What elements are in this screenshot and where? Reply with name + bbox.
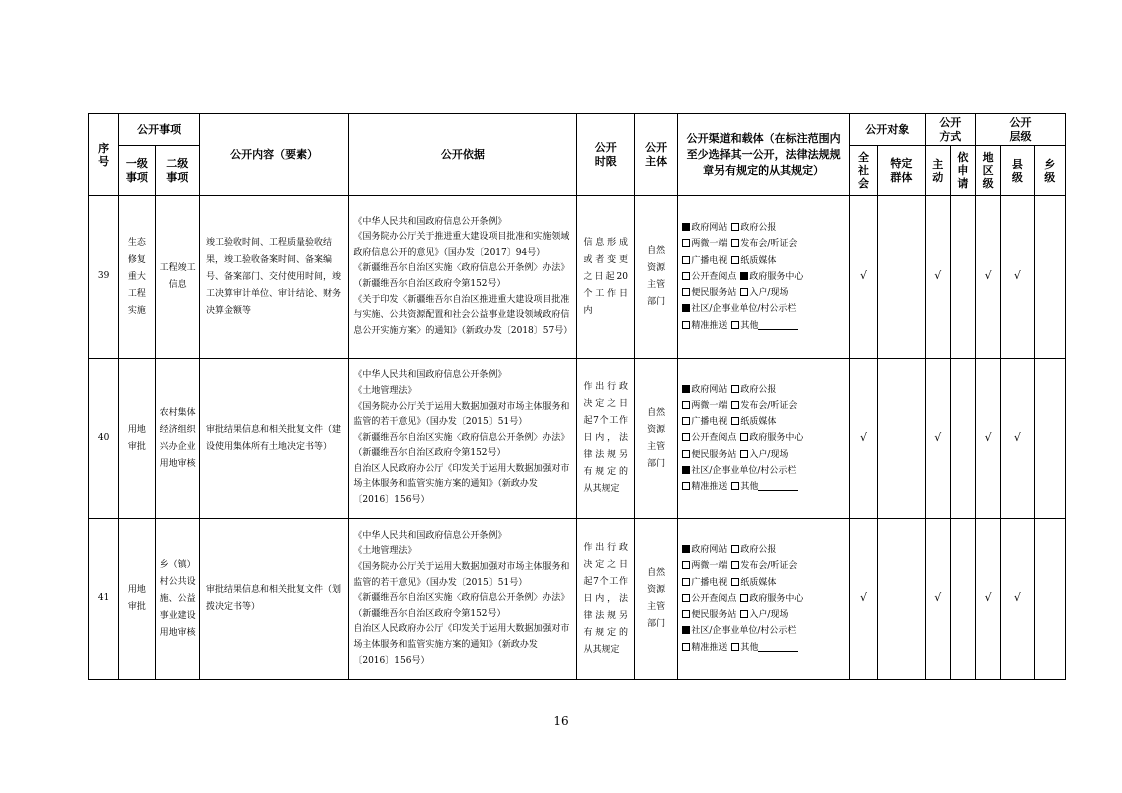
cell-subject (634, 519, 677, 680)
table-row (89, 359, 1066, 519)
header-subject: 公开主体 (634, 114, 677, 196)
channel-option (682, 466, 796, 476)
empty-checkbox-icon (682, 272, 690, 280)
channel-option (740, 288, 788, 298)
cell-region (976, 519, 1001, 680)
channel-option (731, 482, 798, 492)
empty-checkbox-icon (740, 610, 748, 618)
channel-option (682, 304, 796, 314)
empty-checkbox-icon (740, 450, 748, 458)
channel-line (682, 398, 845, 414)
channel-option (731, 545, 776, 555)
cell-content (200, 519, 349, 680)
channel-option (682, 417, 727, 427)
cell-county (1001, 196, 1034, 359)
basis-entry: 自治区人民政府办公厅《印发关于运用大数据加强对市场主体服务和监管实施方案的通知》（新政办发〔2016〕156号） (353, 463, 570, 506)
channel-option (682, 482, 727, 492)
basis-entry: 《新疆维吾尔自治区实施〈政府信息公开条例〉办法》（新疆维吾尔自治区政府令第152号） (353, 593, 570, 619)
channel-line (682, 253, 845, 269)
channel-label: 社区/企事业单位/村公示栏 (691, 626, 797, 637)
blank-underline (758, 480, 798, 491)
disclosure-content: 审批结果信息和相关批复文件（建设使用集体所有土地决定书等） (206, 424, 342, 452)
cell-active (925, 359, 950, 519)
channel-option (731, 223, 776, 233)
header-region: 地区级 (976, 146, 1001, 196)
channel-option (740, 450, 788, 460)
header-on-request: 依申请 (950, 146, 975, 196)
filled-checkbox-icon (682, 304, 690, 312)
channel-option (682, 626, 796, 636)
cell-channels (678, 359, 850, 519)
cell-level2 (155, 359, 199, 519)
channel-label: 纸质媒体 (740, 255, 777, 266)
channel-label: 政府公报 (740, 384, 777, 395)
check-mark-icon: √ (934, 430, 942, 444)
channel-label: 政府服务中心 (749, 593, 804, 604)
header-level2: 二级事项 (155, 146, 199, 196)
cell-subject (634, 196, 677, 359)
cell-basis (349, 519, 577, 680)
channel-label: 便民服务站 (691, 288, 737, 299)
empty-checkbox-icon (731, 256, 739, 264)
empty-checkbox-icon (682, 417, 690, 425)
empty-checkbox-icon (731, 545, 739, 553)
channel-line (682, 623, 845, 639)
channel-label: 公开查阅点 (691, 271, 737, 282)
filled-checkbox-icon (682, 466, 690, 474)
cell-content (200, 359, 349, 519)
empty-checkbox-icon (682, 288, 690, 296)
empty-checkbox-icon (740, 433, 748, 441)
channel-option (731, 256, 776, 266)
check-mark-icon: √ (860, 430, 868, 444)
channel-label: 便民服务站 (691, 449, 737, 460)
subject: 自然资源主管部门 (647, 246, 666, 307)
channel-option (731, 401, 797, 411)
subject: 自然资源主管部门 (647, 407, 666, 469)
channel-option (682, 433, 736, 443)
channel-label: 广播电视 (691, 255, 728, 266)
cell-level2 (155, 196, 199, 359)
channel-line (682, 542, 845, 558)
basis-entry: 自治区人民政府办公厅《印发关于运用大数据加强对市场主体服务和监管实施方案的通知》（新政办发〔2016〕156号） (353, 624, 570, 666)
channel-label: 两微一端 (691, 239, 728, 250)
empty-checkbox-icon (731, 482, 739, 490)
channel-option (740, 610, 788, 620)
check-mark-icon: √ (1013, 430, 1021, 444)
empty-checkbox-icon (682, 578, 690, 586)
header-content: 公开内容（要素） (200, 114, 349, 196)
basis-entry: 《土地管理法》 (353, 546, 417, 557)
cell-specific-group (878, 359, 925, 519)
empty-checkbox-icon (682, 594, 690, 602)
channel-option (682, 594, 736, 604)
channel-line (682, 269, 845, 285)
channel-option (682, 643, 727, 653)
subject: 自然资源主管部门 (647, 568, 666, 629)
cell-basis (349, 196, 577, 359)
empty-checkbox-icon (731, 417, 739, 425)
channel-line (682, 640, 845, 656)
channel-line (682, 463, 845, 479)
cell-serial (89, 359, 119, 519)
cell-serial (89, 519, 119, 680)
cell-active (925, 519, 950, 680)
filled-checkbox-icon (740, 272, 748, 280)
basis-entry: 《新疆维吾尔自治区实施〈政府信息公开条例〉办法》（新疆维吾尔自治区政府令第152号） (353, 432, 570, 459)
empty-checkbox-icon (682, 450, 690, 458)
channel-label: 精准推送 (691, 320, 728, 331)
table-row (89, 196, 1066, 359)
channel-line (682, 414, 845, 430)
basis-entry: 《中华人民共和国政府信息公开条例》 (353, 370, 507, 381)
channel-line (682, 301, 845, 317)
header-specific-group: 特定群体 (878, 146, 925, 196)
cell-basis (349, 359, 577, 519)
check-mark-icon: √ (984, 430, 992, 444)
channel-label: 政府服务中心 (749, 433, 804, 444)
channel-label: 入户/现场 (749, 610, 789, 621)
channel-option (740, 594, 803, 604)
channel-option (731, 321, 798, 331)
header-active: 主动 (925, 146, 950, 196)
header-items: 公开事项 (119, 114, 200, 146)
channel-line (682, 285, 845, 301)
channel-option (731, 561, 797, 571)
empty-checkbox-icon (682, 643, 690, 651)
check-mark-icon: √ (1013, 269, 1021, 283)
channel-label: 公开查阅点 (691, 593, 737, 604)
empty-checkbox-icon (682, 256, 690, 264)
channel-option (682, 256, 727, 266)
cell-level1 (119, 359, 155, 519)
channel-label: 纸质媒体 (740, 577, 777, 588)
channel-label: 发布会/听证会 (740, 561, 798, 572)
header-time-limit: 公开时限 (577, 114, 635, 196)
channel-option (682, 239, 727, 249)
disclosure-content: 竣工验收时间、工程质量验收结果，竣工验收备案时间、备案编号、备案部门、交付使用时间，竣工决算审计单位、审计结论、财务决算金额等 (206, 237, 342, 316)
channel-option (740, 433, 803, 443)
channel-label: 发布会/听证会 (740, 400, 798, 411)
check-mark-icon: √ (1013, 591, 1021, 605)
check-mark-icon: √ (934, 591, 942, 605)
empty-checkbox-icon (682, 321, 690, 329)
channel-option (682, 450, 736, 460)
channel-label: 两微一端 (691, 400, 728, 411)
channel-option (682, 578, 727, 588)
channel-option (682, 610, 736, 620)
cell-channels (678, 196, 850, 359)
empty-checkbox-icon (731, 561, 739, 569)
disclosure-table (88, 113, 1066, 680)
cell-on-request (950, 519, 975, 680)
empty-checkbox-icon (731, 321, 739, 329)
cell-serial (89, 196, 119, 359)
serial-number: 41 (97, 593, 110, 604)
channel-label: 广播电视 (691, 417, 728, 428)
channel-label: 其他 (740, 320, 759, 331)
channel-label: 精准推送 (691, 642, 728, 653)
basis-entry: 《关于印发〈新疆维吾尔自治区推进重大建设项目批准与实施、公共资源配置和社会公益事业建设领域政府信息公开实施方案〉的通知》（新政办发〔2018〕57号） (353, 294, 573, 336)
empty-checkbox-icon (682, 433, 690, 441)
channel-label: 政府网站 (691, 223, 728, 234)
channel-line (682, 236, 845, 252)
channel-option (731, 385, 776, 395)
empty-checkbox-icon (731, 401, 739, 409)
empty-checkbox-icon (682, 561, 690, 569)
level1-item: 生态修复重大工程实施 (127, 237, 146, 316)
channel-label: 公开查阅点 (691, 433, 737, 444)
check-mark-icon: √ (984, 591, 992, 605)
channel-option (731, 239, 797, 249)
header-serial: 序号 (89, 114, 119, 196)
empty-checkbox-icon (682, 482, 690, 490)
channel-option (682, 223, 727, 233)
empty-checkbox-icon (682, 610, 690, 618)
channel-line (682, 591, 845, 607)
channel-label: 社区/企事业单位/村公示栏 (691, 465, 797, 476)
cell-content (200, 196, 349, 359)
level1-item: 用地审批 (127, 585, 146, 612)
serial-number: 40 (97, 432, 110, 443)
channel-label: 政府公报 (740, 223, 777, 234)
header-tier: 公开层级 (976, 114, 1066, 146)
cell-region (976, 196, 1001, 359)
channel-line (682, 447, 845, 463)
basis-entry: 《国务院办公厅关于运用大数据加强对市场主体服务和监管的若干意见》（国办发〔2015〕51号） (353, 401, 570, 428)
channel-label: 广播电视 (691, 577, 728, 588)
empty-checkbox-icon (740, 288, 748, 296)
header-whole-society: 全社会 (849, 146, 877, 196)
cell-channels (678, 519, 850, 680)
channel-label: 其他 (740, 482, 759, 492)
channel-line (682, 607, 845, 623)
cell-county (1001, 519, 1034, 680)
basis-entry: 《中华人民共和国政府信息公开条例》 (353, 530, 507, 541)
basis-entry: 《国务院办公厅关于推进重大建设项目批准和实施领域政府信息公开的意见》（国办发〔2017〕94号） (353, 232, 570, 258)
cell-township (1034, 196, 1065, 359)
filled-checkbox-icon (682, 385, 690, 393)
check-mark-icon: √ (934, 269, 942, 283)
cell-level2 (155, 519, 199, 680)
check-mark-icon: √ (860, 269, 868, 283)
cell-whole-society (849, 359, 877, 519)
channel-option (682, 401, 727, 411)
empty-checkbox-icon (682, 239, 690, 247)
channel-option (731, 578, 776, 588)
channel-option (682, 545, 727, 555)
filled-checkbox-icon (682, 545, 690, 553)
channel-label: 政府公报 (740, 545, 777, 556)
basis-entry: 《新疆维吾尔自治区实施〈政府信息公开条例〉办法》（新疆维吾尔自治区政府令第152号） (353, 263, 570, 289)
channel-option (682, 385, 727, 395)
cell-region (976, 359, 1001, 519)
channel-line (682, 220, 845, 236)
channel-line (682, 575, 845, 591)
empty-checkbox-icon (731, 239, 739, 247)
cell-time-limit (577, 196, 635, 359)
channel-line (682, 430, 845, 446)
cell-on-request (950, 359, 975, 519)
serial-number: 39 (97, 271, 110, 282)
channel-line (682, 558, 845, 574)
channel-line (682, 318, 845, 334)
channel-label: 政府服务中心 (749, 271, 804, 282)
channel-option (740, 272, 803, 282)
blank-underline (758, 641, 798, 652)
header-method: 公开方式 (925, 114, 975, 146)
cell-whole-society (849, 519, 877, 680)
time-limit: 信息形成或者变更之日起20个工作日内 (583, 237, 628, 316)
basis-entry: 《土地管理法》 (353, 385, 417, 396)
filled-checkbox-icon (682, 626, 690, 634)
empty-checkbox-icon (682, 401, 690, 409)
channel-option (731, 417, 776, 427)
cell-time-limit (577, 519, 635, 680)
empty-checkbox-icon (731, 385, 739, 393)
check-mark-icon: √ (984, 269, 992, 283)
basis-entry: 《国务院办公厅关于运用大数据加强对市场主体服务和监管的若干意见》（国办发〔2015〕51号） (353, 562, 570, 588)
channel-label: 其他 (740, 642, 759, 653)
channel-label: 入户/现场 (749, 449, 789, 460)
channel-option (682, 272, 736, 282)
time-limit: 作出行政决定之日起7个工作日内，法律法规另有规定的从其规定 (583, 382, 628, 494)
cell-township (1034, 359, 1065, 519)
header-channels: 公开渠道和载体（在标注范围内至少选择其一公开，法律法规规章另有规定的从其规定） (678, 114, 850, 196)
header-basis: 公开依据 (349, 114, 577, 196)
cell-specific-group (878, 519, 925, 680)
channel-label: 便民服务站 (691, 610, 737, 621)
cell-county (1001, 359, 1034, 519)
header-level1: 一级事项 (119, 146, 155, 196)
channel-option (682, 561, 727, 571)
channel-label: 发布会/听证会 (740, 239, 798, 250)
cell-whole-society (849, 196, 877, 359)
basis-entry: 《中华人民共和国政府信息公开条例》 (353, 216, 507, 227)
disclosure-content: 审批结果信息和相关批复文件（划拨决定书等） (206, 585, 342, 612)
check-mark-icon: √ (860, 591, 868, 605)
level1-item: 用地审批 (127, 424, 146, 452)
channel-label: 政府网站 (691, 384, 728, 395)
channel-line (682, 382, 845, 398)
channel-label: 两微一端 (691, 561, 728, 572)
blank-underline (758, 319, 798, 330)
cell-level1 (119, 519, 155, 680)
time-limit: 作出行政决定之日起7个工作日内，法律法规另有规定的从其规定 (583, 542, 628, 655)
header-township: 乡级 (1034, 146, 1065, 196)
level2-item: 农村集体经济组织兴办企业用地审核 (159, 407, 196, 469)
cell-time-limit (577, 359, 635, 519)
channel-option (682, 288, 736, 298)
table-header (89, 114, 1066, 196)
cell-on-request (950, 196, 975, 359)
page-number: 16 (553, 714, 569, 728)
empty-checkbox-icon (740, 594, 748, 602)
channel-label: 精准推送 (691, 482, 728, 492)
header-county: 县级 (1001, 146, 1034, 196)
level2-item: 工程竣工信息 (159, 263, 196, 290)
empty-checkbox-icon (731, 223, 739, 231)
cell-township (1034, 519, 1065, 680)
cell-level1 (119, 196, 155, 359)
channel-line (682, 479, 845, 495)
channel-label: 入户/现场 (749, 288, 789, 299)
cell-specific-group (878, 196, 925, 359)
cell-subject (634, 359, 677, 519)
header-audience: 公开对象 (849, 114, 925, 146)
empty-checkbox-icon (731, 643, 739, 651)
table-body (89, 196, 1066, 680)
channel-label: 政府网站 (691, 545, 728, 556)
empty-checkbox-icon (731, 578, 739, 586)
channel-label: 社区/企事业单位/村公示栏 (691, 304, 797, 315)
table-row (89, 519, 1066, 680)
cell-active (925, 196, 950, 359)
channel-option (731, 643, 798, 653)
filled-checkbox-icon (682, 223, 690, 231)
channel-option (682, 321, 727, 331)
channel-label: 纸质媒体 (740, 417, 777, 428)
level2-item: 乡（镇）村公共设施、公益事业建设用地审核 (159, 559, 196, 638)
